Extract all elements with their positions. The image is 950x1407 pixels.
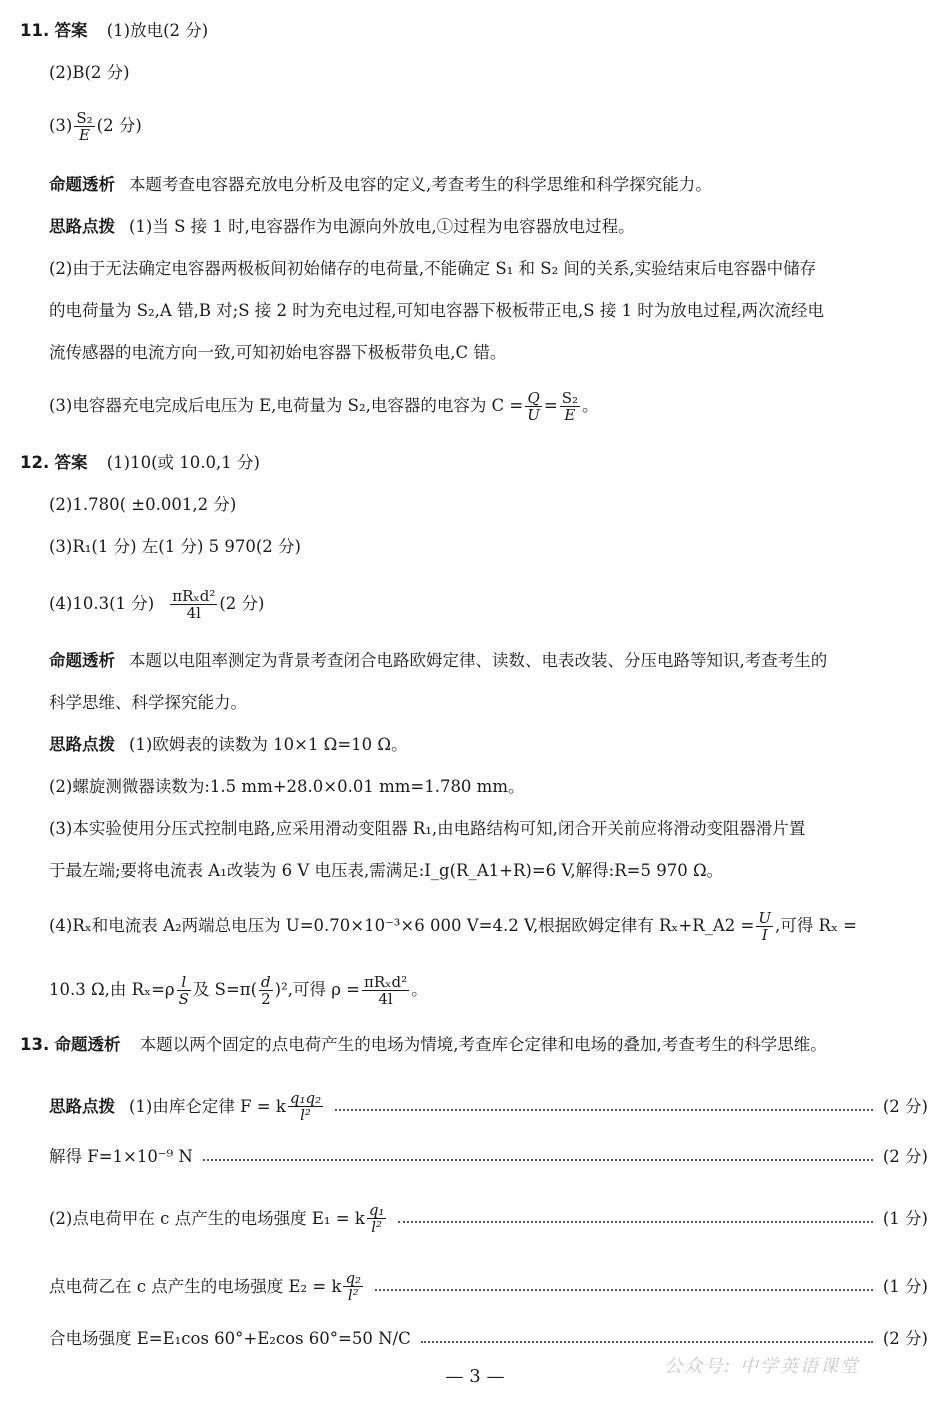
q13-step-4 [49, 1270, 928, 1303]
q13-step-4-fraction [343, 1270, 363, 1303]
q13-step-3-fraction [367, 1202, 387, 1235]
q12-answer-4 [49, 588, 264, 621]
q12-hint-2: (2)螺旋测微器读数为:1.5 mm+28.0×0.01 mm=1.780 mm。 [49, 777, 525, 796]
q13-hint-label: 思路点拨 [49, 1096, 115, 1116]
q13-step-5 [49, 1328, 928, 1350]
q11-answer-3-prefix: (3) [49, 116, 73, 135]
q11-hint-label: 思路点拨 [49, 217, 115, 236]
q12-hint-1-text: (1)欧姆表的读数为 10×1 Ω=10 Ω。 [129, 735, 408, 754]
q11-hint-2-line-1: (2)由于无法确定电容器两极板间初始储存的电荷量,不能确定 S₁ 和 S₂ 间的关系,实验结束后电容器中储存 [49, 259, 817, 278]
fraction-numerator: d [261, 973, 271, 991]
q13-step-1 [49, 1090, 928, 1123]
q13-intent-text: 本题以两个固定的点电荷产生的电场为情境,考查库仑定律和电场的叠加,考查考生的科学思维。 [139, 1035, 827, 1054]
q13-step-1-text: (1)由库仑定律 F = k [129, 1096, 286, 1116]
q11-intent-label: 命题透析 [49, 175, 115, 194]
q11-hint-2-line-3: 流传感器的电流方向一致,可知初始电容器下极板带负电,C 错。 [49, 343, 507, 362]
fraction-numerator: q₂ [345, 1269, 362, 1287]
fraction-denominator: 2 [259, 990, 273, 1007]
q11-answer-line [20, 20, 208, 42]
fraction-numerator: l [181, 973, 187, 991]
fraction-denominator: l² [367, 1218, 387, 1235]
q12-answer-label: 答案 [54, 453, 88, 472]
q12-intent-line-2: 科学思维、科学探究能力。 [49, 693, 247, 712]
dotted-leader [375, 1289, 873, 1291]
period: 。 [411, 980, 428, 999]
q12-intent-line-1 [49, 650, 827, 672]
q12-hint-4-text-5: )²,可得 ρ = [274, 980, 360, 999]
watermark: 公众号: 中学英语课堂 [664, 1356, 860, 1377]
q12-hint-4-fraction-ui [756, 910, 773, 943]
fraction-numerator: Q [527, 389, 540, 407]
q13-step-5-text: 合电场强度 E=E₁cos 60°+E₂cos 60°=50 N/C [49, 1329, 411, 1348]
q12-hint-4-text-1: (4)Rₓ和电流表 A₂两端总电压为 U=0.70×10⁻³×6 000 V=4.2 V,根据欧姆定律有 Rₓ+R_A2 = [49, 916, 755, 935]
q11-hint-1 [49, 216, 635, 238]
dotted-leader [335, 1109, 873, 1111]
fraction-denominator: S [178, 990, 189, 1008]
q12-answer-4-fraction [170, 588, 217, 621]
fraction-numerator: q₁ [368, 1201, 385, 1219]
q11-answer-3 [49, 110, 142, 143]
q11-intent [49, 174, 712, 196]
q13-step-4-text: 点电荷乙在 c 点产生的电场强度 E₂ = k [49, 1276, 342, 1296]
q11-answer-3-score: (2 分) [96, 116, 142, 135]
fraction-denominator: l² [343, 1286, 363, 1303]
q11-hint-3-fraction-se [560, 390, 580, 423]
q11-hint-1-text: (1)当 S 接 1 时,电容器作为电源向外放电,①过程为电容器放电过程。 [129, 217, 635, 236]
q12-hint-4-text-4: 及 S=π( [192, 980, 258, 999]
q13-intent-label: 命题透析 [54, 1035, 121, 1054]
fraction-denominator: I [756, 926, 773, 943]
q12-hint-4-fraction-ls [177, 974, 191, 1007]
q13-step-3-score: (1 分) [882, 1208, 928, 1228]
q11-answer-1: (1)放电(2 分) [106, 21, 209, 40]
fraction-numerator: U [758, 909, 772, 927]
q12-hint-1 [49, 734, 408, 756]
q12-answer-1: (1)10(或 10.0,1 分) [106, 453, 260, 472]
q12-hint-4-text-3: 10.3 Ω,由 Rₓ=ρ [49, 980, 175, 999]
q12-hint-3-line-2: 于最左端;要将电流表 A₁改装为 6 V 电压表,需满足:I_g(R_A1+R)=6 V,解得:R=5 970 Ω。 [49, 861, 724, 880]
q12-hint-3-line-1: (3)本实验使用分压式控制电路,应采用滑动变阻器 R₁,由电路结构可知,闭合开关前应将滑动变阻器滑片置 [49, 819, 806, 838]
fraction-denominator: l² [288, 1106, 323, 1123]
equals-sign: = [543, 396, 558, 415]
q13-step-1-fraction [288, 1090, 323, 1123]
q13-intent [20, 1034, 827, 1056]
q13-step-5-score: (2 分) [882, 1329, 928, 1348]
q11-hint-3-text: (3)电容器充电完成后电压为 E,电荷量为 S₂,电容器的电容为 C = [49, 396, 524, 415]
fraction-denominator: E [74, 126, 94, 143]
q13-step-1-score: (2 分) [882, 1096, 928, 1116]
q12-answer-2: (2)1.780( ±0.001,2 分) [49, 495, 237, 514]
q12-intent-label: 命题透析 [49, 651, 115, 670]
q13-step-2-score: (2 分) [882, 1147, 928, 1166]
q12-answer-line [20, 452, 260, 474]
q12-hint-label: 思路点拨 [49, 735, 115, 754]
fraction-numerator: S₂ [76, 109, 93, 127]
q11-hint-3-fraction-qu [525, 390, 542, 423]
q11-answer-3-fraction [74, 110, 94, 143]
q13-step-3 [49, 1202, 928, 1235]
q12-hint-4-line-1 [49, 910, 857, 943]
q13-step-2 [49, 1146, 928, 1168]
q11-hint-3 [49, 390, 599, 423]
dotted-leader [203, 1159, 873, 1161]
fraction-numerator: S₂ [561, 389, 579, 407]
q12-number: 12. [20, 453, 50, 472]
q13-step-3-text: (2)点电荷甲在 c 点产生的电场强度 E₁ = k [49, 1208, 365, 1228]
q12-intent-text-1: 本题以电阻率测定为背景考查闭合电路欧姆定律、读数、电表改装、分压电路等知识,考查考生的 [129, 651, 828, 670]
fraction-numerator: q₁q₂ [289, 1089, 322, 1107]
dotted-leader [421, 1341, 873, 1343]
q11-answer-2: (2)B(2 分) [49, 63, 130, 82]
fraction-denominator: E [560, 406, 580, 423]
q12-hint-4-text-2: ,可得 Rₓ = [775, 916, 858, 935]
period: 。 [582, 396, 599, 415]
q12-hint-4-fraction-rho [362, 974, 409, 1007]
q13-step-2-text: 解得 F=1×10⁻⁹ N [49, 1147, 193, 1166]
fraction-denominator: 4l [170, 604, 217, 621]
dotted-leader [398, 1221, 872, 1223]
fraction-denominator: U [527, 406, 540, 424]
q12-hint-4-line-2 [49, 974, 428, 1007]
fraction-denominator: 4l [362, 990, 409, 1007]
q11-hint-2-line-2: 的电荷量为 S₂,A 错,B 对;S 接 2 时为充电过程,可知电容器下极板带正电,S 接 1 时为放电过程,两次流经电 [49, 301, 825, 320]
q12-hint-4-fraction-d2 [259, 974, 273, 1007]
page-number: — 3 — [445, 1366, 505, 1387]
q13-number: 13. [20, 1035, 50, 1054]
q12-answer-4-prefix: (4)10.3(1 分) [49, 594, 155, 613]
q11-number: 11. [20, 21, 50, 40]
q13-step-4-score: (1 分) [882, 1276, 928, 1296]
q11-intent-text: 本题考查电容器充放电分析及电容的定义,考查考生的科学思维和科学探究能力。 [129, 175, 712, 194]
q12-answer-4-score: (2 分) [219, 594, 265, 613]
q11-answer-label: 答案 [54, 21, 88, 40]
q12-answer-3: (3)R₁(1 分) 左(1 分) 5 970(2 分) [49, 537, 301, 556]
fraction-numerator: πRₓd² [172, 587, 216, 605]
fraction-numerator: πRₓd² [363, 973, 408, 991]
